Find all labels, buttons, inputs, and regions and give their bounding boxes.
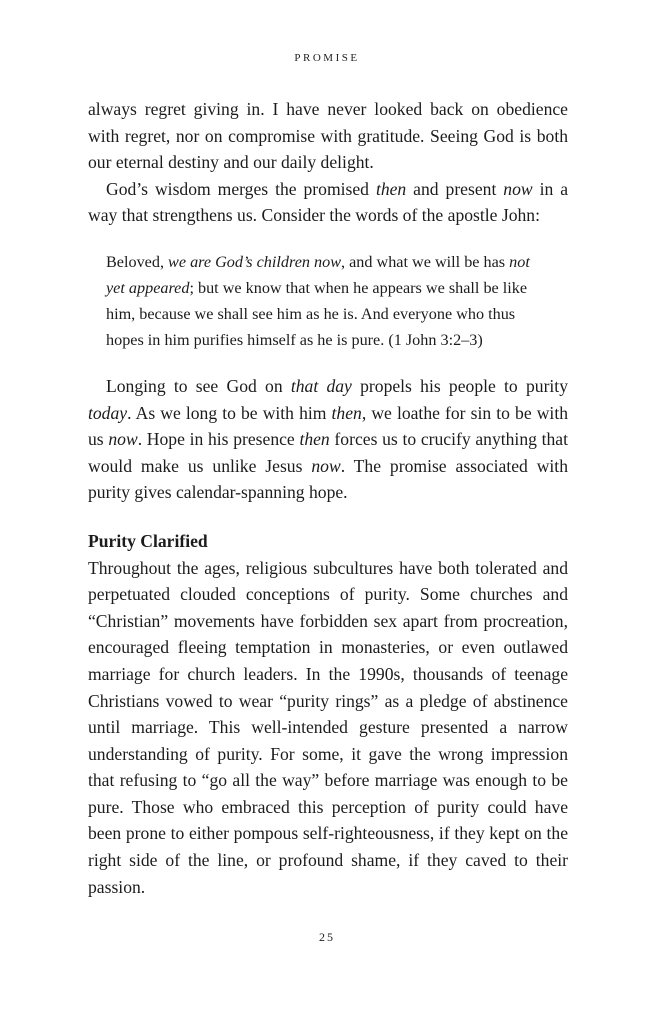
italic-run: then	[331, 402, 362, 423]
text-run: propels his people to purity	[351, 375, 568, 396]
paragraph-longing	[88, 373, 568, 506]
italic-run: today	[88, 402, 128, 423]
italic-run: we are God’s children now	[168, 252, 342, 271]
text-run: , we loathe for sin to be with us	[88, 402, 568, 450]
italic-run: now	[503, 178, 533, 199]
paragraph-continuation: always regret giving in. I have never looked back on obedience with regret, nor on compromise with gratitude. Seeing God is both our eternal destiny and our daily delight.	[88, 99, 568, 173]
paragraph-purity-clarified: Throughout the ages, religious subcultures have both tolerated and perpetuated clouded conceptions of purity. Some churches and “Christian” movements have forbidden sex apart from procreation, encouraged fleeing temptation in monasteries, or even outlawed marriage for church leaders. In the 1990s, thousands of teenage Christians vowed to wear “purity rings” as a pledge of abstinence until marriage. This well-intended gesture presented a narrow understanding of purity. For some, it gave the wrong impression that refusing to “go all the way” before marriage was enough to be pure. Those who embraced this perception of purity could have been prone to either pompous self-righteousness, if they kept on the right side of the line, or profound shame, if they caved to their passion.	[88, 557, 568, 897]
paragraph-wisdom	[88, 176, 568, 229]
text-run: . The promise associated with purity gives calendar-spanning hope.	[88, 455, 568, 503]
text-run: Longing to see God on	[106, 375, 291, 396]
italic-run: then	[299, 429, 330, 450]
text-run: and present	[406, 178, 504, 199]
italic-run: now	[311, 455, 341, 476]
text-run: in a way that strengthens us. Consider the words of the apostle John:	[88, 178, 569, 226]
section-heading: Purity Clarified	[88, 530, 208, 551]
text-run: . Hope in his presence	[137, 429, 300, 450]
quote-text	[106, 249, 550, 353]
text-run: God’s wisdom merges the promised	[106, 178, 376, 199]
italic-run: now	[108, 429, 138, 450]
text-run: . As we long to be with him	[127, 402, 332, 423]
text-run: , and what we will be has	[341, 252, 510, 271]
block-quote	[106, 249, 550, 353]
running-head: PROMISE	[294, 52, 360, 64]
page-body	[88, 96, 568, 900]
text-run: forces us to crucify anything that would make us unlike Jesus	[88, 429, 568, 476]
italic-run: then	[375, 178, 407, 199]
text-run: ; but we know that when he appears we shall be like him, because we shall see him as he is. And everyone who thus hopes in him purifies himself as he is pure. (1 John 3:2–3)	[106, 278, 528, 349]
italic-run: not yet appeared	[106, 252, 530, 297]
italic-run: that day	[290, 375, 352, 396]
page-number: 25	[319, 930, 335, 944]
text-run: Beloved,	[106, 252, 169, 271]
